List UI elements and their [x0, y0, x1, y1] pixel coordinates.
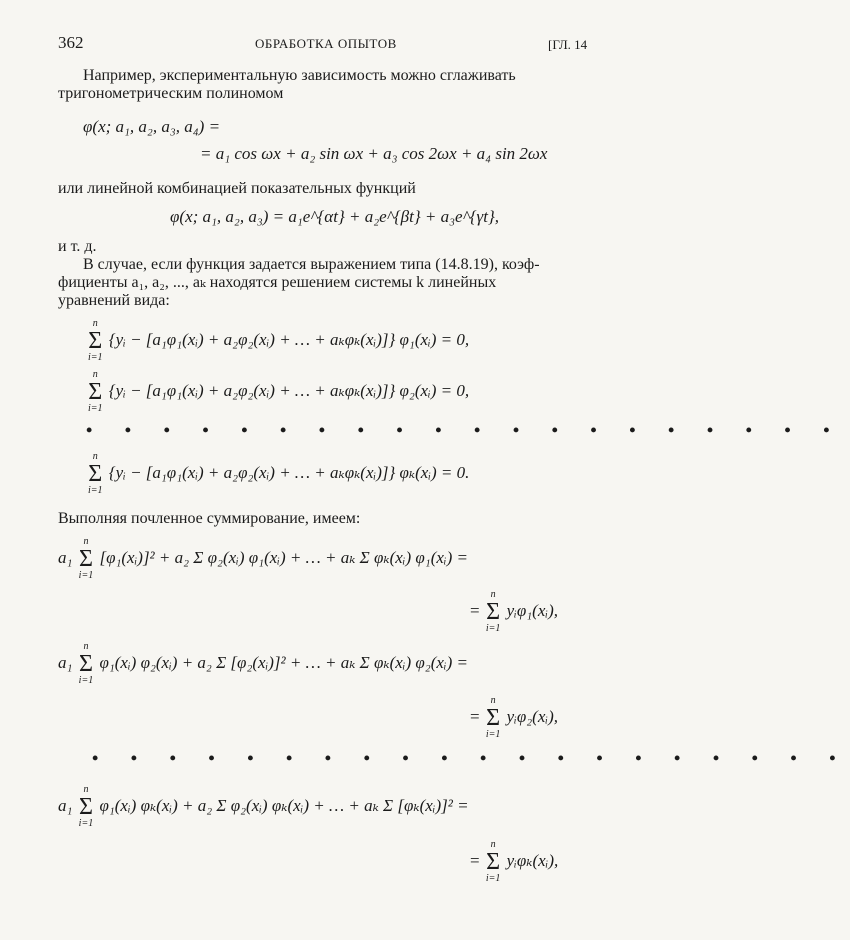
summation-sign: n Σ i=1 — [88, 318, 103, 363]
paragraph-4-line-2: фициенты a₁, a₂, ..., aₖ находятся решением системы k линейных — [58, 274, 497, 291]
running-title: ОБРАБОТКА ОПЫТОВ — [255, 36, 397, 51]
system-equation-2: n Σ i=1 {yᵢ − [a₁φ₁(xᵢ) + a₂φ₂(xᵢ) + … + aₖφₖ(xᵢ)]} φ₂(xᵢ) = 0, — [88, 369, 470, 414]
paragraph-1-line-1: Например, экспериментальную зависимость можно сглаживать — [83, 67, 516, 84]
normal-equation-k-lhs: a₁ n Σ i=1 φ₁(xᵢ) φₖ(xᵢ) + a₂ Σ φ₂(xᵢ) φₖ(xᵢ) + … + aₖ Σ [φₖ(xᵢ)]² = — [58, 784, 469, 829]
trig-polynomial-rhs: = a₁ cos ωx + a₂ sin ωx + a₃ cos 2ωx + a₄ sin 2ωx — [200, 144, 548, 163]
system-equation-k: n Σ i=1 {yᵢ − [a₁φ₁(xᵢ) + a₂φ₂(xᵢ) + … + aₖφₖ(xᵢ)]} φₖ(xᵢ) = 0. — [88, 451, 470, 496]
normal-equation-2-rhs: = n Σ i=1 yᵢφ₂(xᵢ), — [470, 695, 558, 740]
paragraph-1-line-2: тригонометрическим полиномом — [58, 85, 284, 102]
summation-sign: n Σ i=1 — [88, 369, 103, 414]
summation-sign: n Σ i=1 — [485, 839, 501, 884]
summation-sign: n Σ i=1 — [78, 536, 94, 581]
chapter-reference: [ГЛ. 14 — [548, 37, 588, 52]
page-number: 362 — [58, 33, 84, 52]
summation-sign: n Σ i=1 — [485, 589, 501, 634]
system-equation-1: n Σ i=1 {yᵢ − [a₁φ₁(xᵢ) + a₂φ₂(xᵢ) + … + aₖφₖ(xᵢ)]} φ₁(xᵢ) = 0, — [88, 318, 470, 363]
paragraph-4-line-1: В случае, если функция задается выражением типа (14.8.19), коэф- — [83, 256, 540, 273]
summation-sign: n Σ i=1 — [88, 451, 103, 496]
normal-equation-1-lhs: a₁ n Σ i=1 [φ₁(xᵢ)]² + a₂ Σ φ₂(xᵢ) φ₁(xᵢ) + … + aₖ Σ φₖ(xᵢ) φ₁(xᵢ) = — [58, 536, 468, 581]
paragraph-2: или линейной комбинацией показательных функций — [58, 180, 416, 197]
normal-equation-2-lhs: a₁ n Σ i=1 φ₁(xᵢ) φ₂(xᵢ) + a₂ Σ [φ₂(xᵢ)]² + … + aₖ Σ φₖ(xᵢ) φ₂(xᵢ) = — [58, 641, 468, 686]
summation-sign: n Σ i=1 — [78, 641, 94, 686]
normal-equation-1-rhs: = n Σ i=1 yᵢφ₁(xᵢ), — [470, 589, 558, 634]
exponential-combination: φ(x; a₁, a₂, a₃) = a₁e^{αt} + a₂e^{βt} + a₃e^{γt}, — [170, 207, 500, 226]
paragraph-4-line-3: уравнений вида: — [58, 292, 170, 309]
trig-polynomial-lhs: φ(x; a₁, a₂, a₃, a₄) = — [83, 117, 221, 136]
normal-equation-k-rhs: = n Σ i=1 yᵢφₖ(xᵢ), — [470, 839, 559, 884]
paragraph-3: и т. д. — [58, 238, 97, 255]
paragraph-5: Выполняя почленное суммирование, имеем: — [58, 510, 361, 527]
summation-sign: n Σ i=1 — [485, 695, 501, 740]
ellipsis-row: • • • • • • • • • • • • • • • • • • • • — [92, 748, 850, 768]
summation-sign: n Σ i=1 — [78, 784, 94, 829]
ellipsis-row: • • • • • • • • • • • • • • • • • • • • — [86, 420, 844, 440]
